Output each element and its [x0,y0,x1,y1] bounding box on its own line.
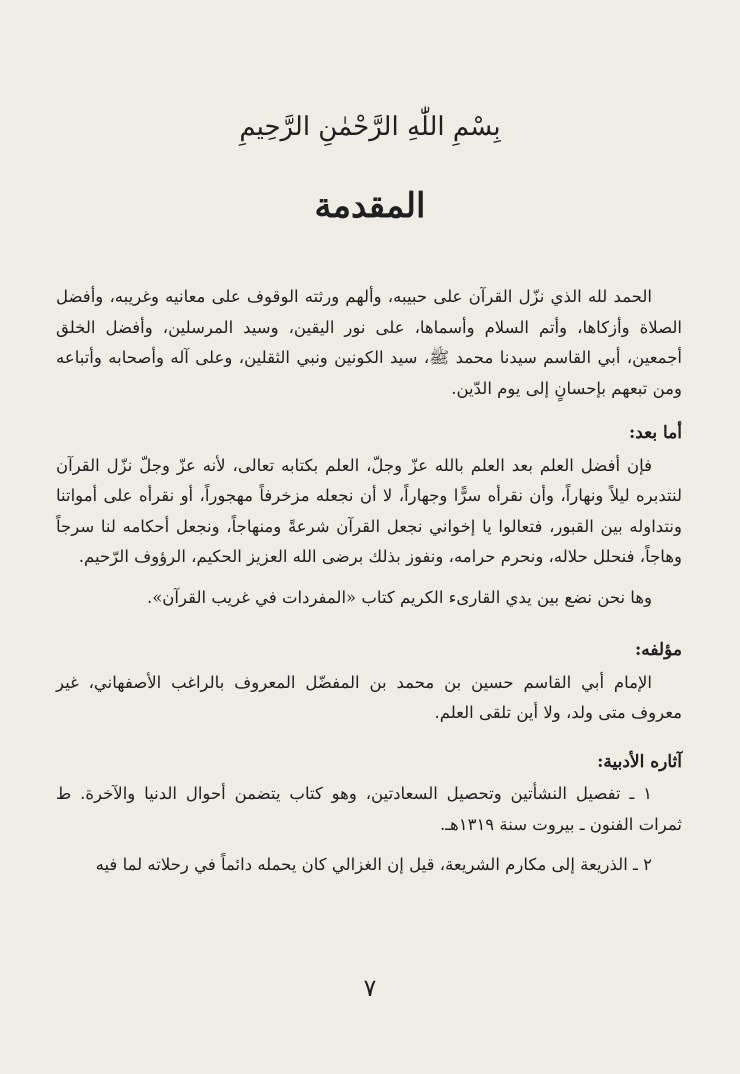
author-heading: مؤلفه: [634,640,682,660]
works-heading: آثاره الأدبية: [597,751,682,772]
page-number: ٧ [363,974,377,1002]
page-title: المقدمة [314,186,426,226]
works-item-2: ٢ ـ الذريعة إلى مكارم الشريعة، قيل إن الغزالي كان يحمله دائماً في رحلاته لما فيه [95,855,652,874]
amma-baad-heading: أما بعد: [628,423,682,443]
intro-paragraph: الحمد لله الذي نزّل القرآن على حبيبه، وألهم ورثته الوقوف على معانيه وغريبه، وأفضل الصلاة وأزكاها، وأتم السلام وأسماها، على نور اليقين، وسيد المرسلين، وأفضل الخلق أجمعين، أبي القاسم سيدنا محمد ﷺ، سيد الكونين ونبي الثقلين، وعلى آله وأصحابه وأتباعه ومن تبعهم بإحسانٍ إلى يوم الدّين. [56,287,682,398]
amma-baad-paragraph: فإن أفضل العلم بعد العلم بالله عزّ وجلّ، العلم بكتابه تعالى، لأنه عزّ وجلّ نزّل القرآن لنتدبره ليلاً ونهاراً، وأن نقرأه سرًّا وجهاراً، لا أن نجعله مزخرفاً مهجوراً، أو نقرأه على أمواتنا ونتداوله بين القبور، فتعالوا يا إخواني نجعل القرآن شرعةً ومنهاجاً، ونجعل أحكامه لنا سرجاً وهاجاً، فنحلل حلاله، ونحرم حرامه، ونفوز بذلك برضى الله العزيز الحكيم، الرؤوف الرّحيم. [56,455,682,566]
works-item-1: ١ ـ تفصيل النشأتين وتحصيل السعادتين، وهو كتاب يتضمن أحوال الدنيا والآخرة. ط ثمرات الفنون ـ بيروت سنة ١٣١٩هـ. [56,784,682,834]
author-paragraph: الإمام أبي القاسم حسين بن محمد بن المفضّل المعروف بالراغب الأصفهاني، غير معروف متى ولد، ولا أين تلقى العلم. [56,672,682,722]
basmala: بِسْمِ اللّٰهِ الرَّحْمٰنِ الرَّحِيمِ [239,112,501,142]
book-sentence: وها نحن نضع بين يدي القارىء الكريم كتاب «المفردات في غريب القرآن». [146,587,652,607]
body-text [56,282,682,881]
